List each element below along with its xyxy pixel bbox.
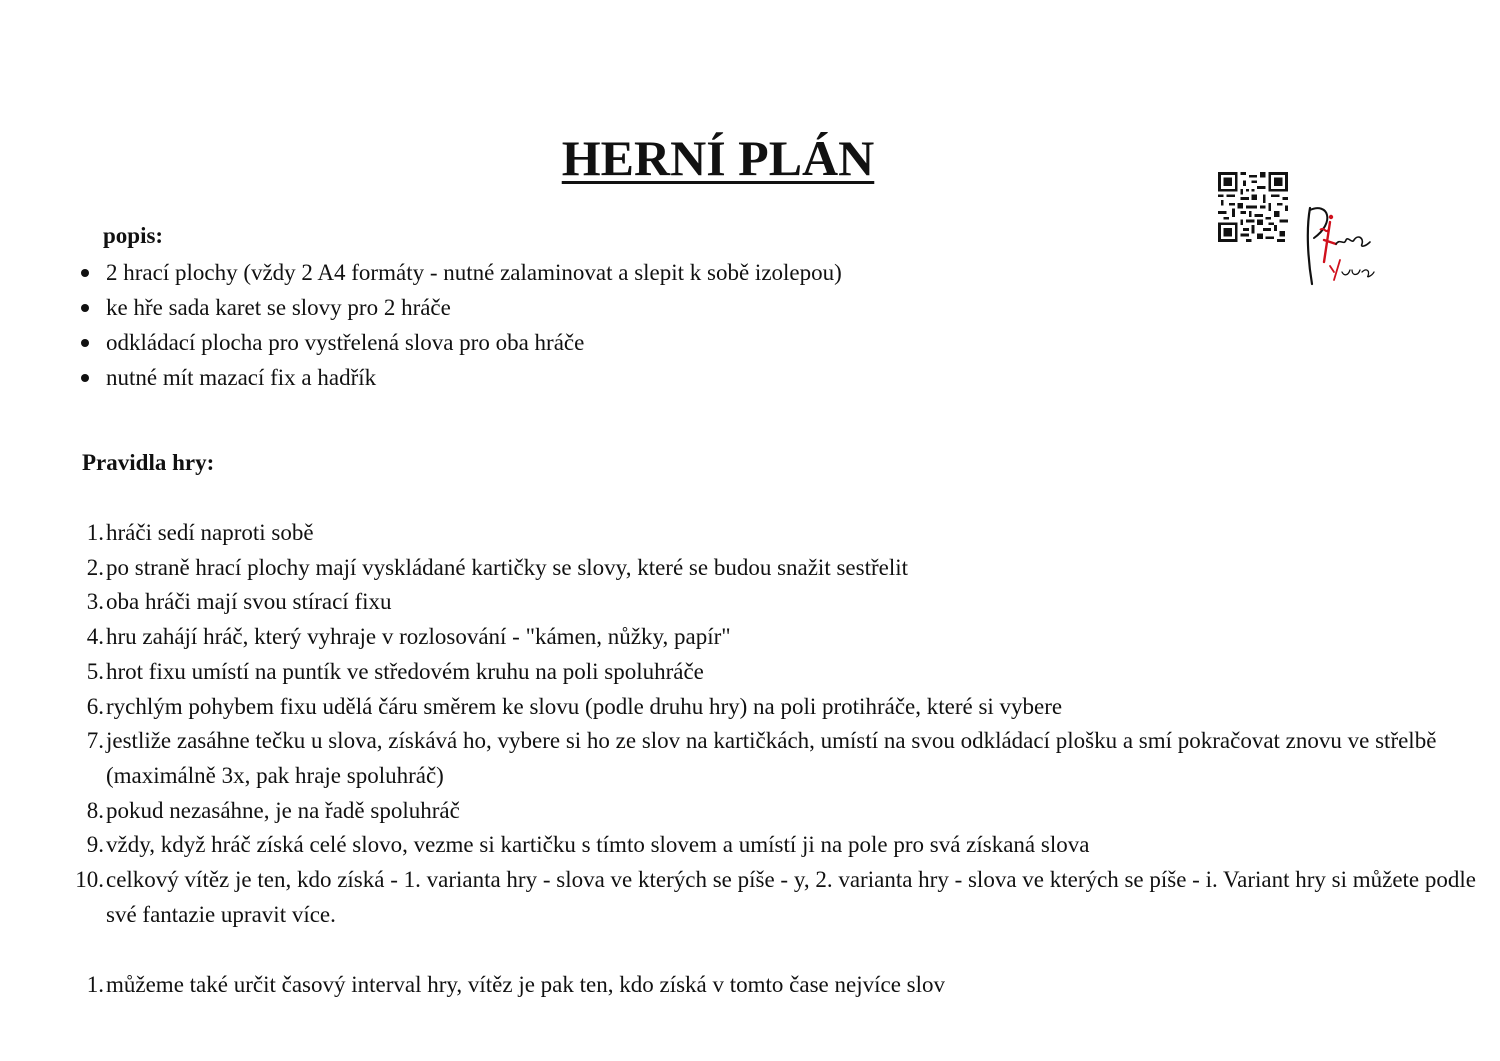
logo-area <box>1218 172 1388 290</box>
rule-number: 2. <box>86 554 104 580</box>
extra-rules-list <box>60 968 945 1003</box>
page-title: HERNÍ PLÁN <box>561 130 875 186</box>
rule-number: 7. <box>86 728 104 754</box>
rule-number: 10. <box>75 867 104 893</box>
list-item: 1. hráči sedí naproti sobě <box>60 516 1485 551</box>
list-item: nutné mít mazací fix a hadřík <box>78 360 842 395</box>
rule-number: 3. <box>86 589 104 615</box>
list-item: 3. oba hráči mají svou stírací fixu <box>60 585 1485 620</box>
list-item: odkládací plocha pro vystřelená slova pro oba hráče <box>78 325 842 360</box>
rule-number: 1. <box>86 972 104 997</box>
list-item: 5. hrot fixu umístí na puntík ve středovém kruhu na poli spoluhráče <box>60 655 1485 690</box>
bullet-icon <box>81 374 89 382</box>
rule-number: 9. <box>86 832 104 858</box>
qr-code-icon <box>1218 172 1288 242</box>
list-item: 2 hrací plochy (vždy 2 A4 formáty - nutné zalaminovat a slepit k sobě izolepou) <box>78 255 842 290</box>
rules-heading: Pravidla hry: <box>82 450 215 475</box>
list-item: 2. po straně hrací plochy mají vyskládané kartičky se slovy, které se budou snažit sestřelit <box>60 551 1485 586</box>
rules-list <box>60 516 1485 932</box>
rule-number: 6. <box>86 693 104 719</box>
list-item: 6. rychlým pohybem fixu udělá čáru směrem ke slovu (podle druhu hry) na poli protihráče, které si vybere <box>60 690 1485 725</box>
rule-number: 5. <box>86 658 104 684</box>
rule-number: 1. <box>86 520 104 545</box>
rule-number: 8. <box>86 797 104 823</box>
list-item: ke hře sada karet se slovy pro 2 hráče <box>78 290 842 325</box>
list-item: 9. vždy, když hráč získá celé slovo, vezme si kartičku s tímto slovem a umístí ji na pole pro svá získaná slova <box>60 828 1485 863</box>
list-item: 1. můžeme také určit časový interval hry, vítěz je pak ten, kdo získá v tomto čase nejvíce slov <box>60 968 945 1003</box>
popis-list <box>78 255 842 395</box>
bullet-icon <box>81 304 89 312</box>
rule-number: 4. <box>86 624 104 650</box>
popis-heading: popis: <box>103 223 164 248</box>
bullet-icon <box>81 339 89 347</box>
list-item: 8. pokud nezasáhne, je na řadě spoluhráč <box>60 794 1485 829</box>
list-item: 10. celkový vítěz je ten, kdo získá - 1. varianta hry - slova ve kterých se píše - y, 2. varianta hry - slova ve kterých se píše - i. Variant hry si můžete podle své fantazie upravit více. <box>60 863 1485 932</box>
list-item: 7. jestliže zasáhne tečku u slova, získává ho, vybere si ho ze slov na kartičkách, umístí na svou odkládací plošku a smí pokračovat znovu ve střelbě (maximálně 3x, pak hraje spoluhráč) <box>60 724 1485 793</box>
bullet-icon <box>81 269 89 277</box>
list-item: 4. hru zahájí hráč, který vyhraje v rozlosování - "kámen, nůžky, papír" <box>60 620 1485 655</box>
prima-vyuka-logo <box>1300 200 1382 288</box>
